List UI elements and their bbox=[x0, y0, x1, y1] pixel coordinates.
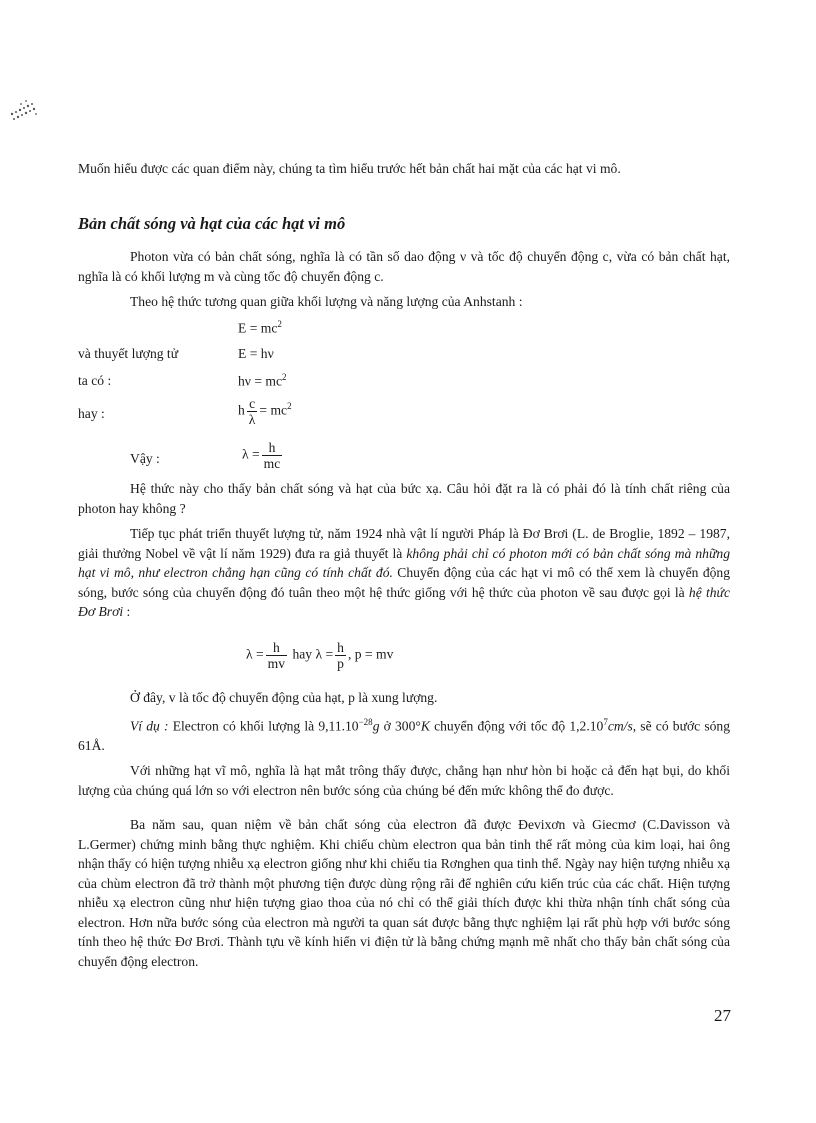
paragraph-example: Ví dụ : Electron có khối lượng là $9,11.10^{-28}g$ ở 300°K chuyển động với tốc độ 1,2.10$^7$cm/s, sẽ có bước sóng 61Å. bbox=[78, 717, 731, 754]
equation-e-hv: E = hν bbox=[238, 346, 274, 361]
paragraph-definitions: Ở đây, v là tốc độ chuyển động của hạt, p là xung lượng. bbox=[130, 690, 438, 705]
paragraph-macro-particles: Với những hạt vĩ mô, nghĩa là hạt mắt trông thấy được, chẳng hạn như hòn bi hoặc cả đến hạt bụi, do khối lượng của chúng quá lớn so với electron nên bước sóng của chúng bé đến mức không thể đo được. bbox=[78, 763, 730, 798]
equation-de-broglie: λ = $\frac{h}{mv}$ hay λ = $\frac{h}{p}$ , p = mv bbox=[246, 640, 394, 671]
paragraph-de-broglie: Tiếp tục phát triển thuyết lượng tử, năm 1924 nhà vật lí người Pháp là Đơ Brơi (L. de Broglie, 1892 – 1987, giải thưởng Nobel về vật lí năm 1929) đưa ra giả thuyết là không phải chỉ có photon mới có bản chất sóng mà những hạt vi mô, như electron chẳng hạn cũng có tính chất đó. Chuyển động của các hạt vi mô có thể xem là chuyển động sóng, bước sóng của chuyển động đó tuân theo một hệ thức giống với hệ thức của photon về sau được gọi là hệ thức Đơ Brơi : bbox=[78, 526, 731, 619]
equation-hv-mc2: $h\nu = mc^2$ bbox=[238, 372, 287, 389]
equation-label-taco: ta có : bbox=[78, 373, 112, 388]
paragraph-davisson-germer: Ba năm sau, quan niệm về bản chất sóng của electron đã được Đevixơn và Giecmơ (C.Davisson và L.Germer) chứng minh bằng thực nghiệm. Khi chiếu chùm electron qua bản tinh thể rất mỏng của kim loại, hai ông nhận thấy có hiện tượng nhiễu xạ electron giống như khi chiếu tia Rơnghen qua tinh thể. Ngày nay hiện tượng nhiễu xạ của chùm electron đã trở thành một phương tiện được dùng rộng rãi để nghiên cứu kiến trúc của các chất. Hiện tượng nhiễu xạ electron cũng như hiện tượng giao thoa của nó chỉ có thể giải thích được khi thừa nhận tính chất sóng của electron. Hơn nữa bước sóng của electron mà người ta quan sát được bằng thực nghiệm lại rất phù hợp với bước sóng tính theo hệ thức Đơ Brơi. Thành tựu về kính hiển vi điện tử là bằng chứng mạnh mẽ nhất cho thấy bản chất sóng của chuyển động electron. bbox=[78, 817, 730, 969]
intro-paragraph: Muốn hiểu được các quan điểm này, chúng ta tìm hiểu trước hết bản chất hai mặt của các hạt vi mô. bbox=[78, 161, 621, 176]
equation-e-mc2: $E = mc^2$ bbox=[238, 319, 282, 336]
paragraph-photon: Photon vừa có bản chất sóng, nghĩa là có tần số dao động ν và tốc độ chuyển động c, vừa có bản chất hạt, nghĩa là có khối lượng m và cùng tốc độ chuyển động c. bbox=[78, 249, 730, 284]
equation-label-vay: Vậy : bbox=[130, 451, 160, 466]
equation-lambda-h-mc: λ = $\frac{h}{mc}$ bbox=[242, 440, 281, 471]
equation-hc-lambda: h $\frac{c}{\lambda}$ = $mc^2$ bbox=[238, 396, 292, 427]
paragraph-wave-particle: Hệ thức này cho thấy bản chất sóng và hạt của bức xạ. Câu hỏi đặt ra là có phải đó là tính chất riêng của photon hay không ? bbox=[78, 481, 730, 516]
equation-label-quantum: và thuyết lượng tử bbox=[78, 346, 179, 361]
equation-label-hay: hay : bbox=[78, 406, 105, 421]
page-number: 27 bbox=[714, 1006, 731, 1025]
corner-stamp-icon bbox=[6, 92, 46, 128]
section-heading: Bản chất sóng và hạt của các hạt vi mô bbox=[78, 214, 346, 233]
paragraph-einstein: Theo hệ thức tương quan giữa khối lượng và năng lượng của Anhstanh : bbox=[130, 294, 523, 309]
